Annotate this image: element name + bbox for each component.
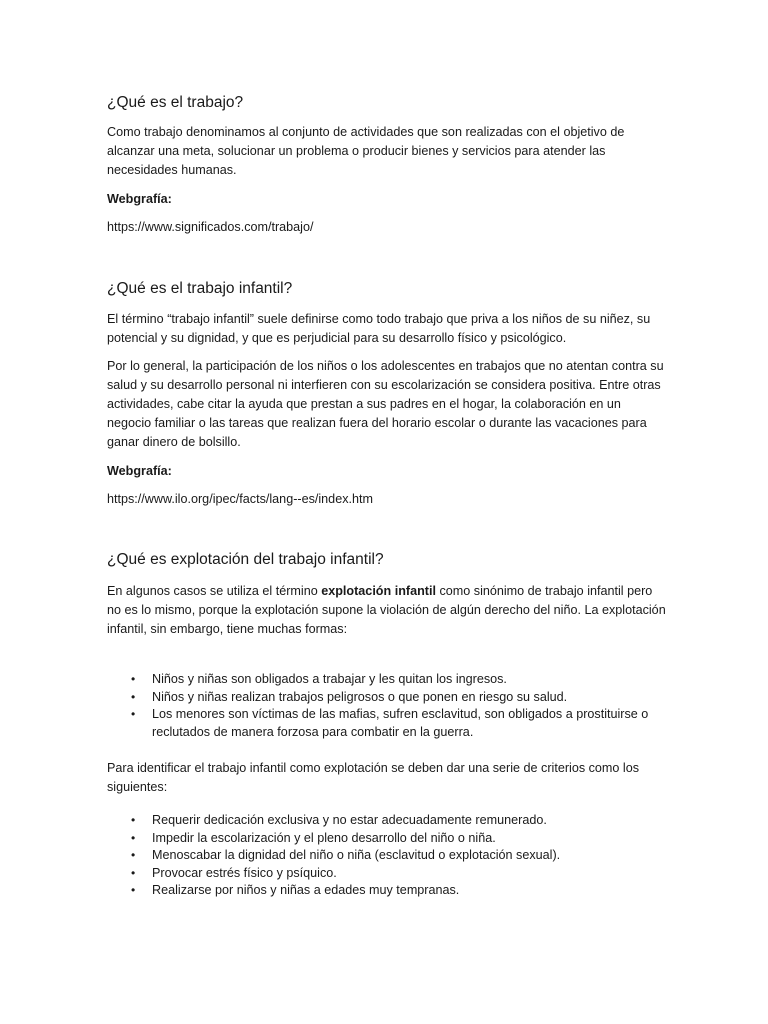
bullet-icon: •	[131, 672, 136, 686]
bullet-icon: •	[131, 848, 136, 862]
paragraph-criterios: Para identificar el trabajo infantil como explotación se deben dar una serie de criterios como los siguientes:	[107, 761, 640, 794]
intro-text-bold: explotación infantil	[321, 584, 436, 598]
list-item-text: Menoscabar la dignidad del niño o niña (esclavitud o explotación sexual).	[152, 848, 561, 862]
bullet-icon: •	[131, 689, 136, 704]
bullet-list-criterios	[107, 812, 667, 900]
list-item	[107, 706, 667, 741]
bullet-icon: •	[131, 813, 136, 827]
paragraph-trabajo-definition: Como trabajo denominamos al conjunto de actividades que son realizadas con el objetivo de alcanzar una meta, solucionar un problema o producir bienes y servicios para atender las necesidades humanas.	[107, 125, 625, 177]
list-item	[107, 830, 667, 848]
paragraph-participacion: Por lo general, la participación de los niños o los adolescentes en trabajos que no atentan contra su salud y su desarrollo personal ni interfieren con su escolarización se considera positiva. Entre otras actividades, cabe citar la ayuda que prestan a sus padres en el hogar, la colaboración en un negocio familiar o las tareas que realizan fuera del horario escolar o durante las vacaciones para ganar dinero de bolsillo.	[107, 359, 664, 449]
heading-explotacion: ¿Qué es explotación del trabajo infantil?	[107, 551, 384, 568]
list-item	[107, 882, 667, 900]
list-item	[107, 865, 667, 883]
list-item-text: Niños y niñas realizan trabajos peligrosos o que ponen en riesgo su salud.	[152, 689, 568, 704]
bullet-icon: •	[131, 830, 136, 845]
intro-text-after: como sinónimo de trabajo infantil pero no es lo mismo, porque la explotación supone la violación de algún derecho del niño. La explotación infantil, sin embargo, tiene muchas formas:	[107, 584, 666, 636]
bullet-icon: •	[131, 883, 136, 897]
bullet-icon: •	[131, 707, 136, 721]
intro-text-before: En algunos casos se utiliza el término	[107, 584, 322, 598]
list-item	[107, 812, 667, 830]
list-item	[107, 671, 667, 689]
bullet-list-explotacion-formas	[107, 671, 667, 741]
bullet-icon: •	[131, 865, 136, 880]
list-item	[107, 689, 667, 707]
list-item-text: Niños y niñas son obligados a trabajar y les quitan los ingresos.	[152, 672, 507, 686]
list-item-text: Realizarse por niños y niñas a edades muy tempranas.	[152, 883, 460, 897]
heading-trabajo-infantil: ¿Qué es el trabajo infantil?	[107, 280, 293, 297]
list-item-text: Provocar estrés físico y psíquico.	[152, 865, 337, 880]
link-ilo[interactable]: https://www.ilo.org/ipec/facts/lang--es/index.htm	[107, 492, 373, 506]
heading-que-es-el-trabajo: ¿Qué es el trabajo?	[107, 94, 244, 111]
list-item-text: Impedir la escolarización y el pleno desarrollo del niño o niña.	[152, 830, 496, 845]
paragraph-explotacion-intro	[107, 582, 667, 639]
webgrafia-label-1: Webgrafía:	[107, 192, 172, 206]
link-significados[interactable]: https://www.significados.com/trabajo/	[107, 220, 314, 234]
list-item	[107, 847, 667, 865]
list-item-text: Requerir dedicación exclusiva y no estar adecuadamente remunerado.	[152, 813, 547, 827]
paragraph-trabajo-infantil-definition: El término “trabajo infantil” suele definirse como todo trabajo que priva a los niños de su niñez, su potencial y su dignidad, y que es perjudicial para su desarrollo físico y psicológico.	[107, 312, 651, 345]
webgrafia-label-2: Webgrafía:	[107, 464, 172, 478]
list-item-text: Los menores son víctimas de las mafias, sufren esclavitud, son obligados a prostituirse o reclutados de manera forzosa para combatir en la guerra.	[152, 707, 649, 739]
